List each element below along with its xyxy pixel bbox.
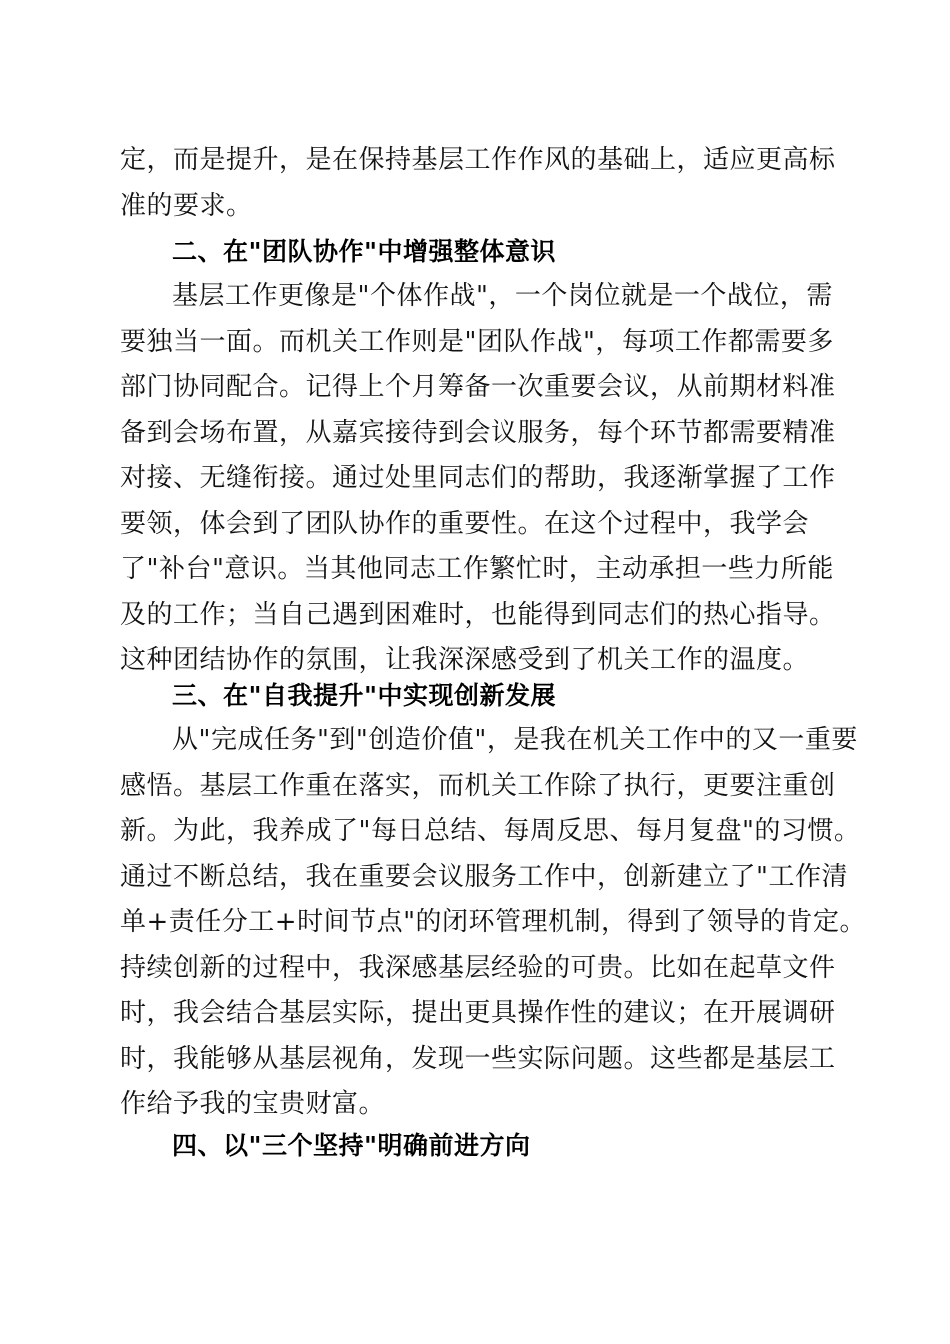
paragraph-line: 要领，体会到了团队协作的重要性。在这个过程中，我学会 <box>120 508 810 539</box>
paragraph-line: 单+责任分工+时间节点"的闭环管理机制，得到了领导的肯定。 <box>120 907 867 937</box>
paragraph-line: 时，我能够从基层视角，发现一些实际问题。这些都是基层工 <box>120 1043 836 1074</box>
paragraph-line: 要独当一面。而机关工作则是"团队作战"，每项工作都需要多 <box>120 326 834 357</box>
paragraph-line: 持续创新的过程中，我深感基层经验的可贵。比如在起草文件 <box>120 952 836 983</box>
paragraph-line: 部门协同配合。记得上个月筹备一次重要会议，从前期材料准 <box>120 372 836 402</box>
paragraph-line: 新。为此，我养成了"每日总结、每周反思、每月复盘"的习惯。 <box>120 816 861 846</box>
heading-text: 二、在"团队协作"中增强整体意识 <box>172 237 557 266</box>
paragraph-line: 基层工作更像是"个体作战"，一个岗位就是一个战位，需 <box>172 281 833 311</box>
paragraph-line: 定，而是提升，是在保持基层工作作风的基础上，适应更高标 <box>120 145 836 175</box>
paragraph-continuation <box>120 138 836 229</box>
paragraph-line: 了"补台"意识。当其他同志工作繁忙时，主动承担一些力所能 <box>120 554 834 584</box>
section-3-paragraph <box>120 718 867 1128</box>
paragraph-line: 准的要求。 <box>120 190 253 221</box>
section-heading-2 <box>120 229 832 275</box>
paragraph-line: 对接、无缝衔接。通过处里同志们的帮助，我逐渐掌握了工作 <box>120 463 836 493</box>
heading-text: 三、在"自我提升"中实现创新发展 <box>172 681 557 710</box>
section-heading-3 <box>120 673 832 719</box>
paragraph-line: 这种团结协作的氛围，让我深深感受到了机关工作的温度。 <box>120 645 810 675</box>
section-heading-4 <box>120 1123 832 1169</box>
paragraph-line: 通过不断总结，我在重要会议服务工作中，创新建立了"工作清 <box>120 861 848 892</box>
section-2-paragraph <box>120 274 836 684</box>
paragraph-line: 从"完成任务"到"创造价值"，是我在机关工作中的又一重要 <box>172 725 858 755</box>
paragraph-line: 及的工作；当自己遇到困难时，也能得到同志们的热心指导。 <box>120 599 836 630</box>
paragraph-line: 作给予我的宝贵财富。 <box>120 1089 386 1119</box>
paragraph-line: 备到会场布置，从嘉宾接待到会议服务，每个环节都需要精准 <box>120 417 836 448</box>
heading-text: 四、以"三个坚持"明确前进方向 <box>172 1131 531 1160</box>
paragraph-line: 时，我会结合基层实际，提出更具操作性的建议；在开展调研 <box>120 998 836 1028</box>
paragraph-line: 感悟。基层工作重在落实，而机关工作除了执行，更要注重创 <box>120 770 836 801</box>
